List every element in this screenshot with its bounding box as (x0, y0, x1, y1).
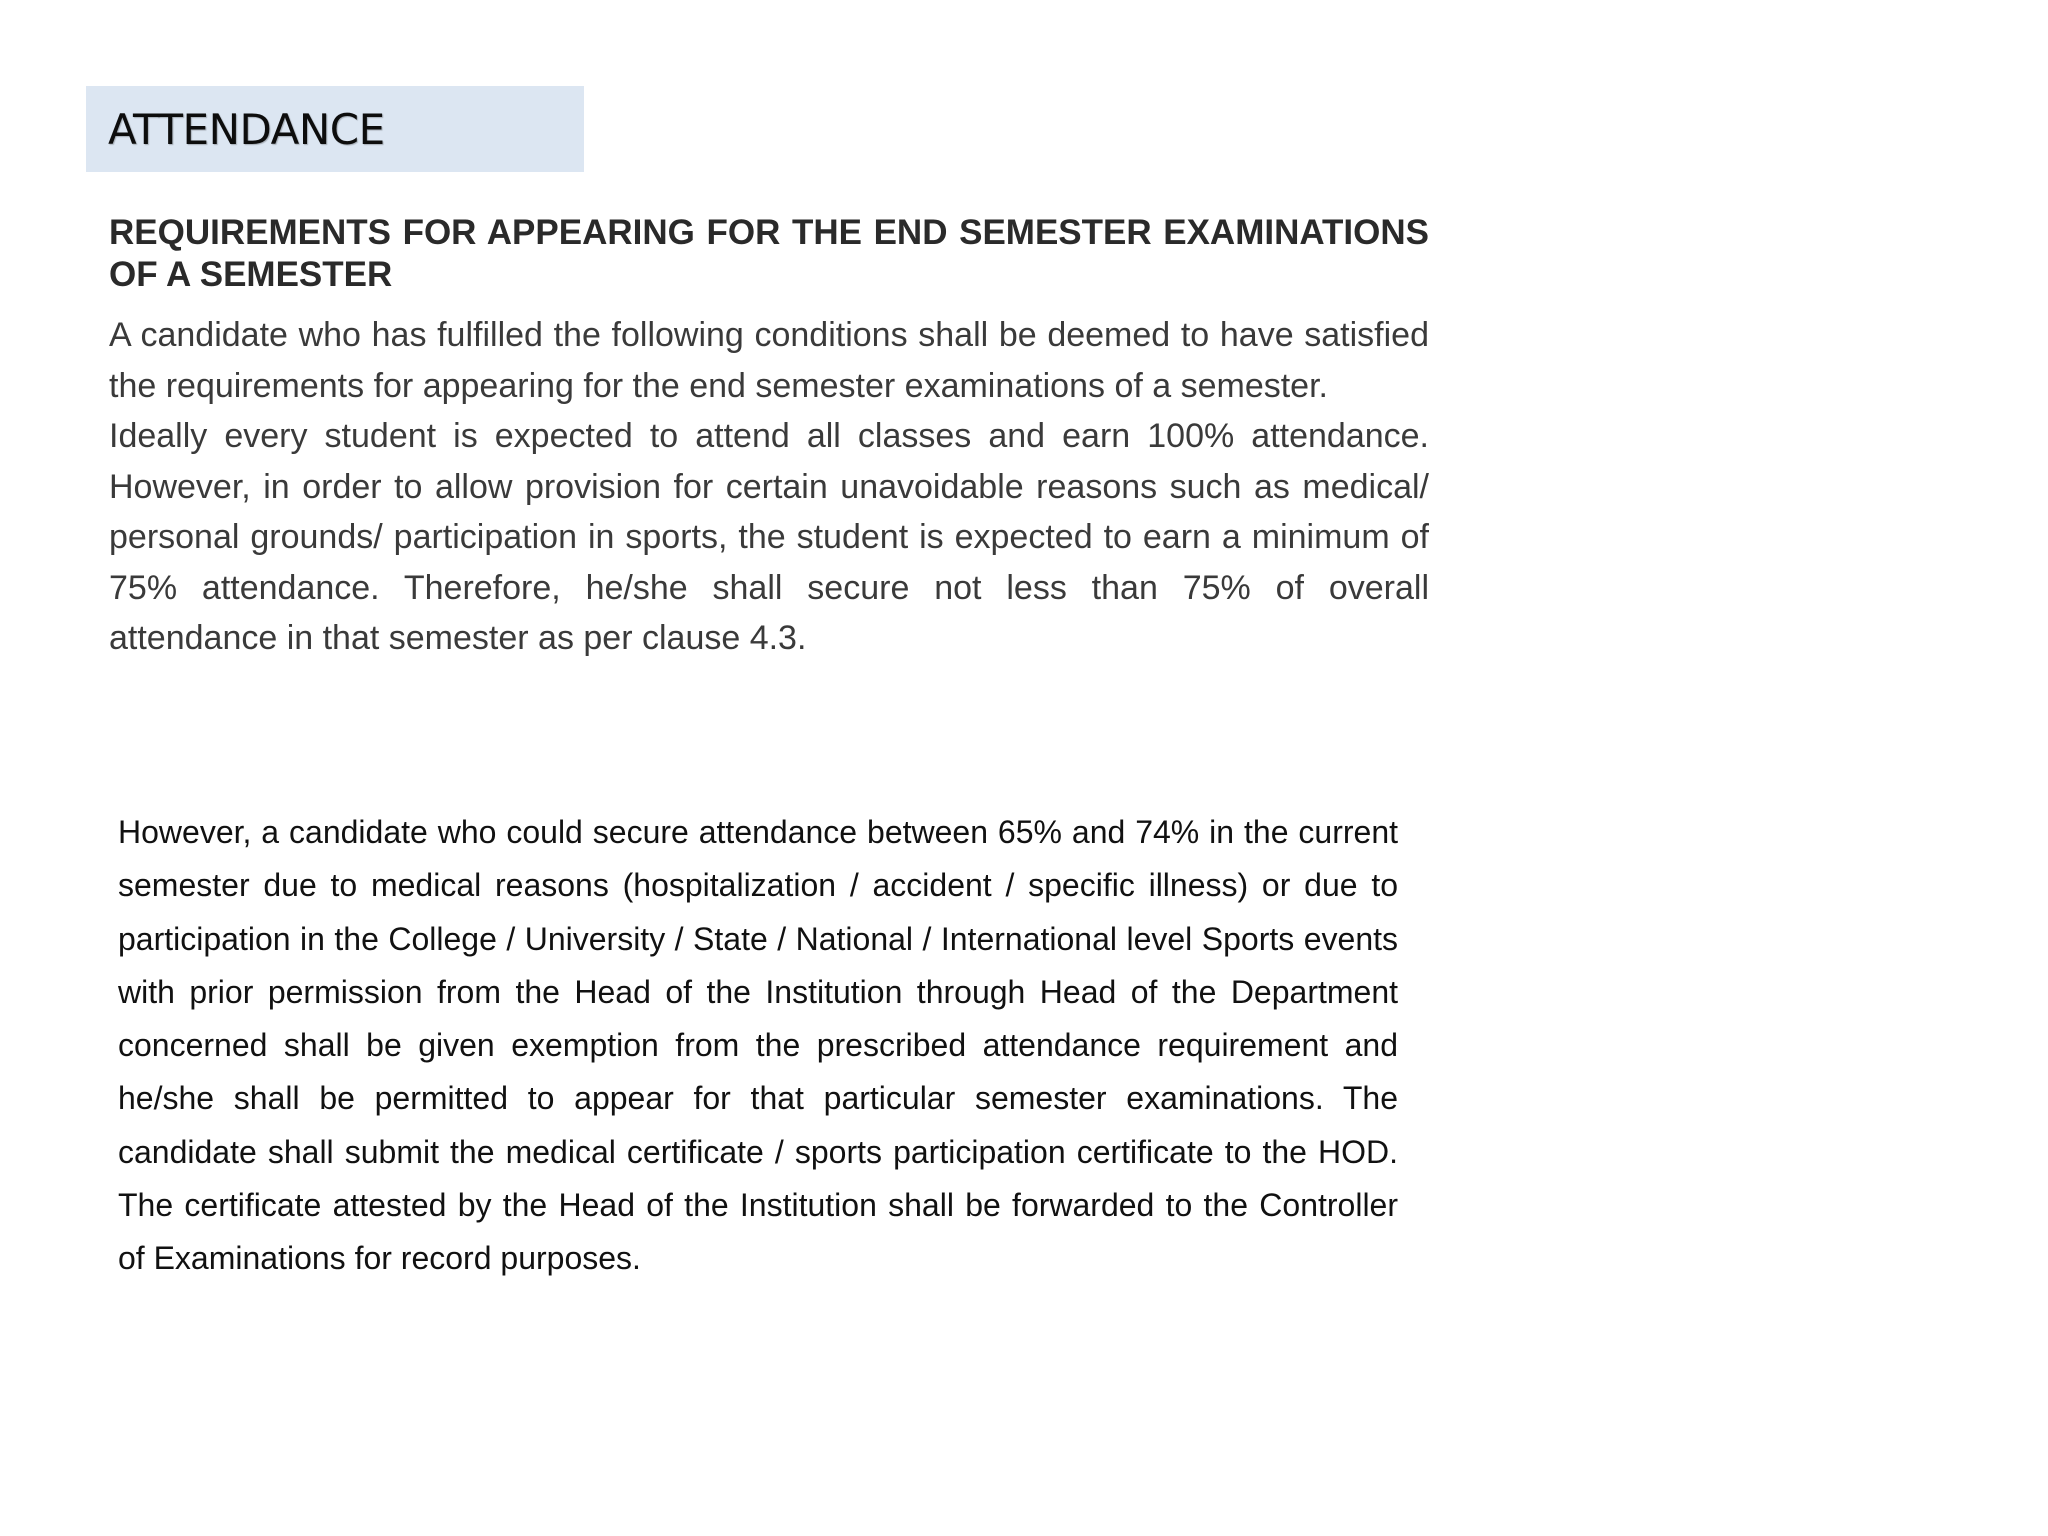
conditions-paragraph: A candidate who has fulfilled the following conditions shall be deemed to have satisfied the requirements for appearing for the end semester examinations of a semester. (109, 316, 1429, 405)
title-banner (86, 86, 584, 172)
exemption-paragraph: However, a candidate who could secure attendance between 65% and 74% in the current semester due to medical reasons (hospitalization / accident / specific illness) or due to participation in the College / University / State / National / International level Sports events with prior permission from the Head of the Institution through Head of the Department concerned shall be given exemption from the prescribed attendance requirement and he/she shall be permitted to appear for that particular semester examinations. The candidate shall submit the medical certificate / sports participation certificate to the HOD. The certificate attested by the Head of the Institution shall be forwarded to the Controller of Examinations for record purposes. (118, 814, 1398, 1277)
exemption-section (118, 806, 1398, 1286)
page-title: ATTENDANCE (108, 104, 385, 154)
attendance-paragraph: Ideally every student is expected to attend all classes and earn 100% attendance. However, in order to allow provision for certain unavoidable reasons such as medical/ personal grounds/ participation in sports, the student is expected to earn a minimum of 75% attendance. Therefore, he/she shall secure not less than 75% of overall attendance in that semester as per clause 4.3. (109, 417, 1429, 657)
requirements-section (109, 212, 1429, 664)
section-heading: REQUIREMENTS FOR APPEARING FOR THE END SEMESTER EXAMINATIONS OF A SEMESTER (109, 213, 1429, 294)
